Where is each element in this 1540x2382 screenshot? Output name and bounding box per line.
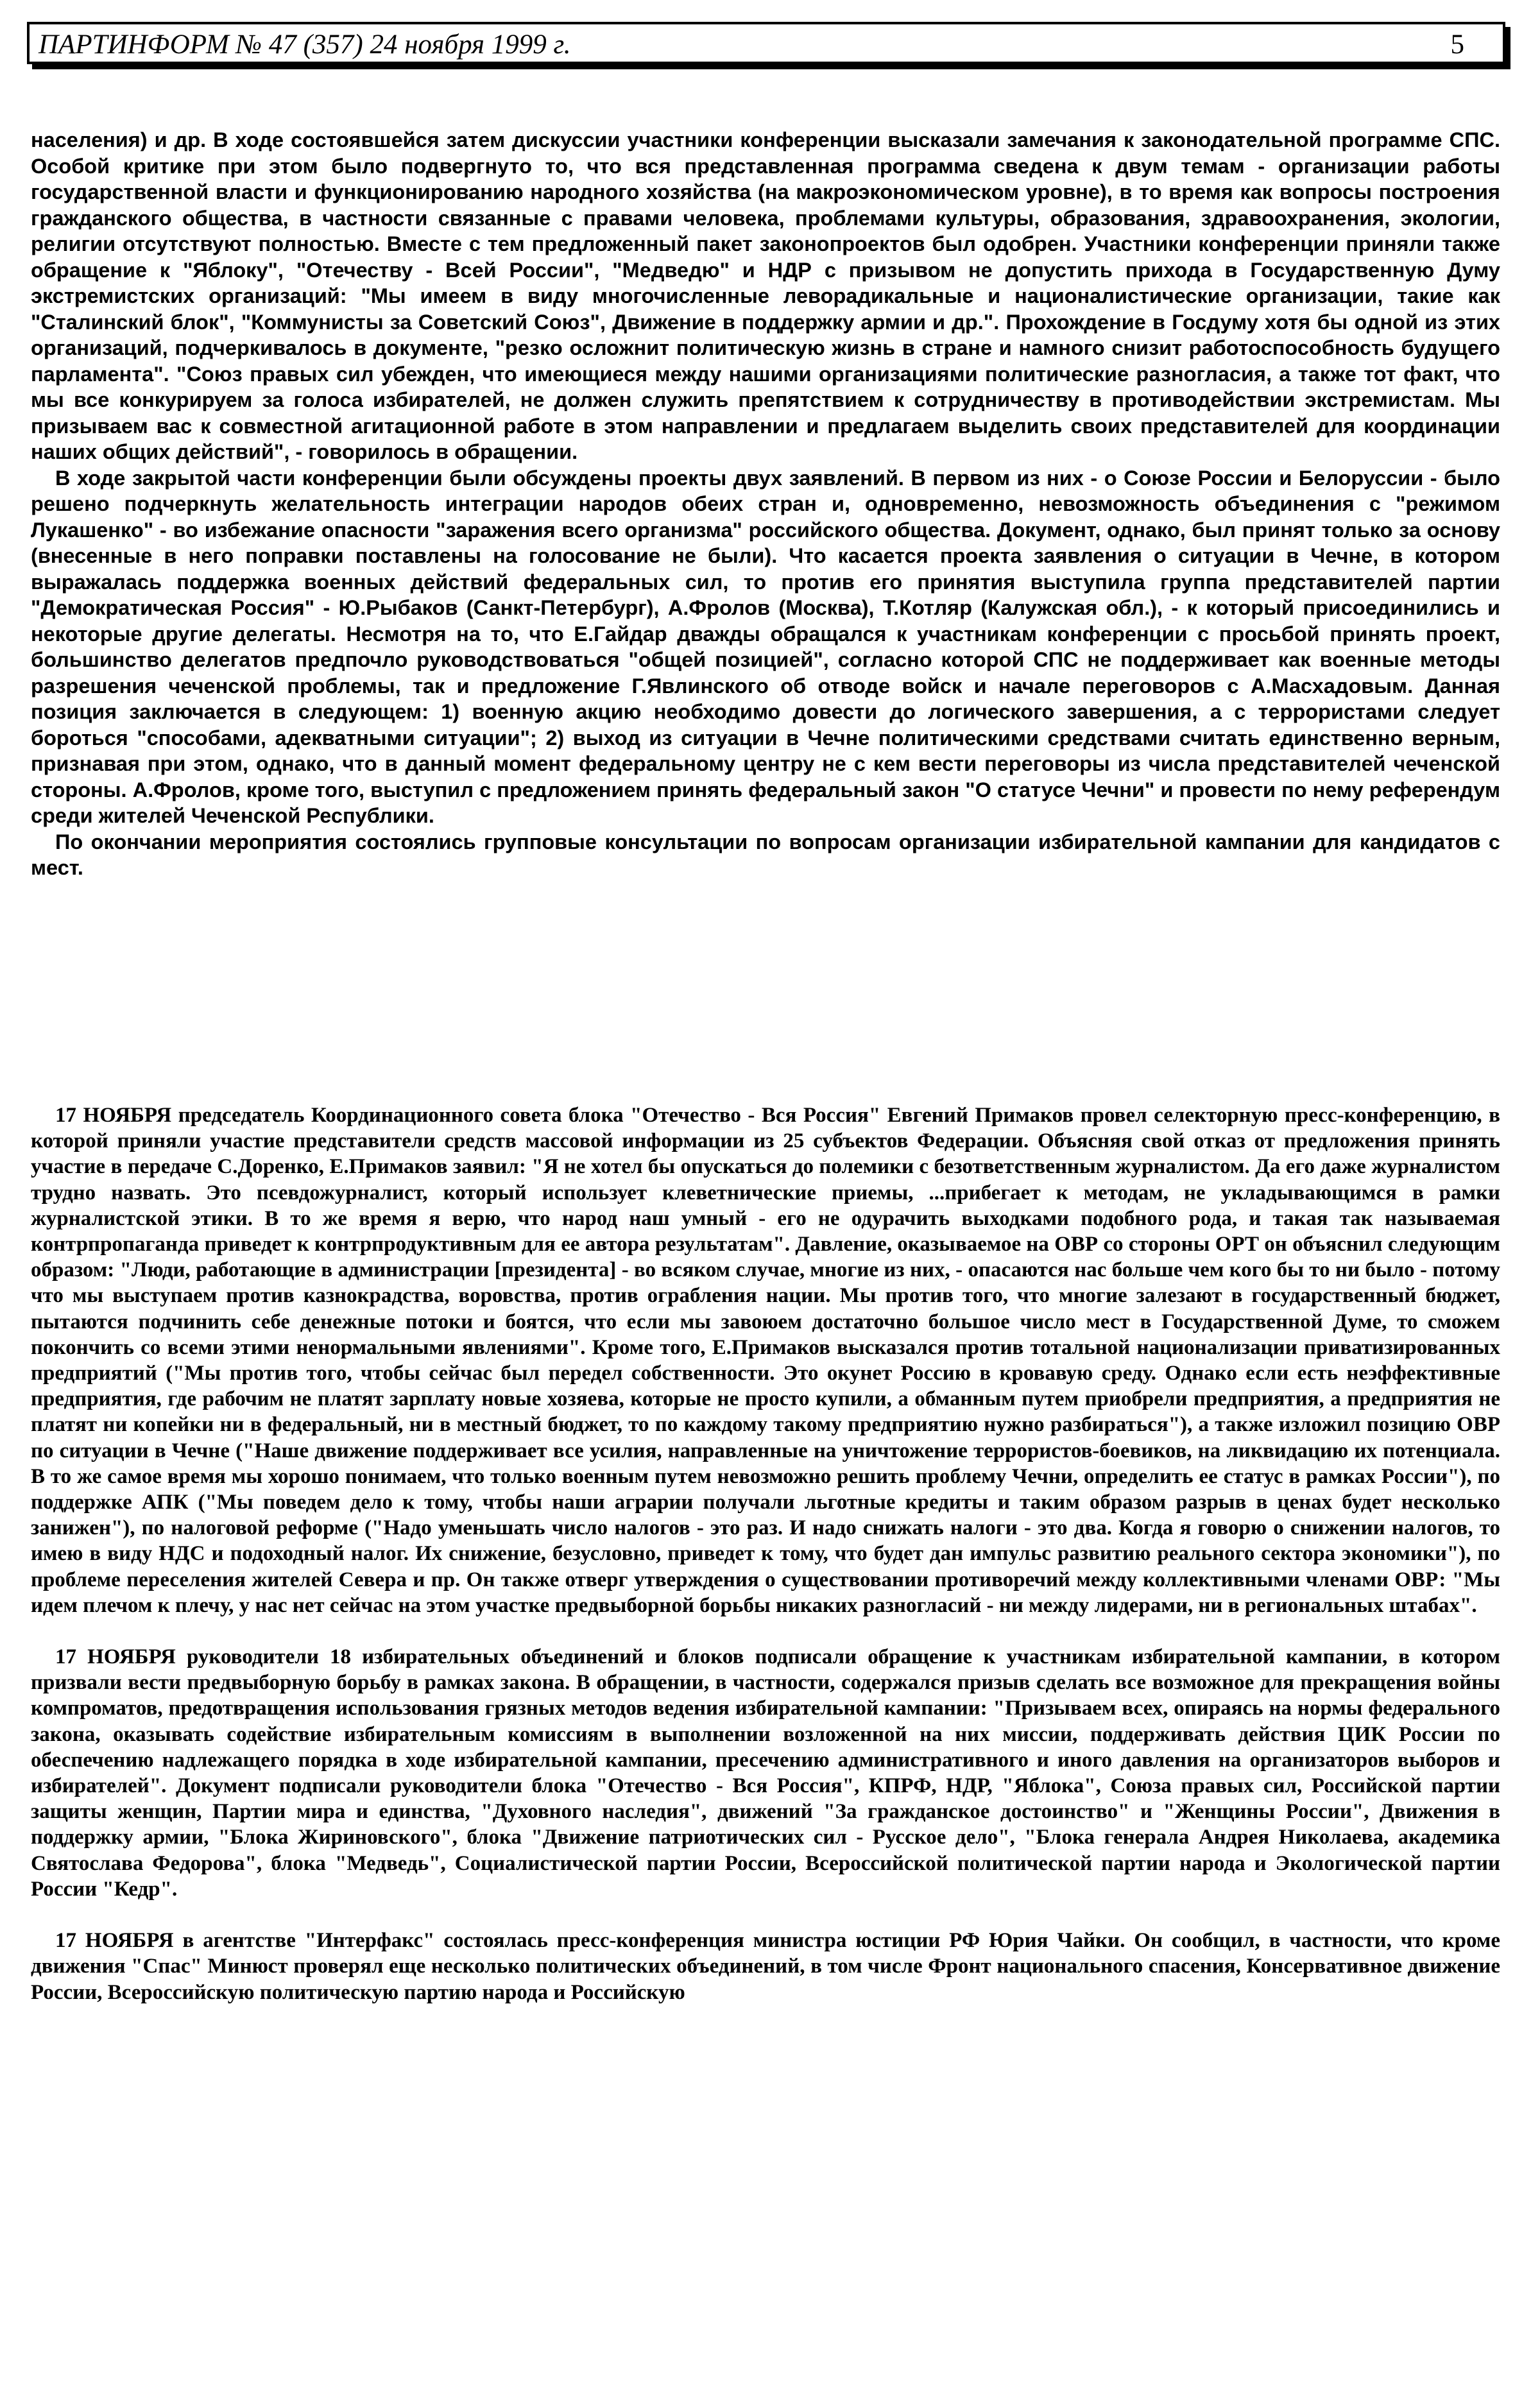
news-chronicle-section xyxy=(31,1102,1500,2005)
paragraph-consultations: По окончании мероприятия состоялись групповые консультации по вопросам организации избирательной кампании для кандидатов с мест. xyxy=(31,830,1500,879)
page-header xyxy=(27,22,1505,64)
paragraph-sps-discussion: населения) и др. В ходе состоявшейся затем дискуссии участники конференции высказали замечания к законодательной программе СПС. Особой критике при этом было подвергнуто то, что вся представленная программа сведена к двум темам - организации работы государственной власти и функционированию народного хозяйства (на макроэкономическом уровне), в то время как вопросы построения гражданского общества, в частности связанные с правами человека, проблемами культуры, образования, здравоохранения, экологии, религии отсутствуют полностью. Вместе с тем предложенный пакет законопроектов был одобрен. Участники конференции приняли также обращение к "Яблоку", "Отечеству - Всей России", "Медведю" и НДР с призывом не допустить прихода в Государственную Думу экстремистских организаций: "Мы имеем в виду многочисленные леворадикальные и националистические организации, такие как "Сталинский блок", "Коммунисты за Советский Союз", Движение в поддержку армии и др.". Прохождение в Госдуму хотя бы одной из этих организаций, подчеркивалось в документе, "резко осложнит политическую жизнь в стране и намного снизит работоспособность будущего парламента". "Союз правых сил убежден, что имеющиеся между нашими организациями политические разногласия, а также тот факт, что мы все конкурируем за голоса избирателей, не должен служить препятствием к сотрудничеству в противодействии экстремистам. Мы призываем вас к совместной агитационной работе в этом направлении и предлагаем выделить своих представителей для координации наших общих действий", - говорилось в обращении. xyxy=(31,128,1500,463)
newsletter-title: ПАРТИНФОРМ № 47 (357) 24 ноября 1999 г. xyxy=(38,30,571,60)
news-item-chaika: 17 НОЯБРЯ в агентстве "Интерфакс" состоялась пресс-конференция министра юстиции РФ Юрия Чайки. Он сообщил, в частности, что кроме движения "Спас" Минюст проверял еще несколько политических объединений, в том числе Фронт национального спасения, Консервативное движение России, Всероссийскую политическую партию народа и Российскую xyxy=(31,1929,1500,2004)
page-number: 5 xyxy=(1450,30,1464,60)
paragraph-closed-session: В ходе закрытой части конференции были обсуждены проекты двух заявлений. В первом из них - о Союзе России и Белоруссии - было решено подчеркнуть желательность интеграции народов обеих стран и, одновременно, невозможность объединения с "режимом Лукашенко" - во избежание опасности "заражения всего организма" российского общества. Документ, однако, был принят только за основу (внесенные в него поправки поставлены на голосование не были). Что касается проекта заявления о ситуации в Чечне, в котором выражалась поддержка военных действий федеральных сил, то против его принятия выступила группа представителей партии "Демократическая Россия" - Ю.Рыбаков (Санкт-Петербург), А.Фролов (Москва), Т.Котляр (Калужская обл.), - к который присоединились и некоторые другие делегаты. Несмотря на то, что Е.Гайдар дважды обращался к участникам конференции с просьбой принять проект, большинство делегатов предпочло руководствоваться "общей позицией", согласно которой СПС не поддерживает как военные методы разрешения чеченской проблемы, так и предложение Г.Явлинского об отводе войск и начале переговоров с А.Масхадовым. Данная позиция заключается в следующем: 1) военную акцию необходимо довести до логического завершения, а с террористами следует бороться "способами, адекватными ситуации"; 2) выход из ситуации в Чечне политическими средствами считать единственно верным, признавая при этом, однако, что в данный момент федеральному центру не с кем вести переговоры из числа представителей чеченской стороны. А.Фролов, кроме того, выступил с предложением принять федеральный закон "О статусе Чечни" и провести по нему референдум среди жителей Чеченской Республики. xyxy=(31,466,1500,827)
conference-report-section xyxy=(31,127,1500,881)
news-item-primakov: 17 НОЯБРЯ председатель Координационного совета блока "Отечество - Вся Россия" Евгений Примаков провел селекторную пресс-конференцию, в которой приняли участие представители средств массовой информации из 25 субъектов Федерации. Объясняя свой отказ от предложения принять участие в передаче С.Доренко, Е.Примаков заявил: "Я не хотел бы опускаться до полемики с безответственным журналистом. Да его даже журналистом трудно назвать. Это псевдожурналист, который использует клеветнические приемы, ...прибегает к методам, не укладывающимся в рамки журналистской этики. В то же время я верю, что народ наш умный - его не одурачить выходками подобного рода, и такая так называемая контрпропаганда приведет к контрпродуктивным для ее автора результатам". Давление, оказываемое на ОВР со стороны ОРТ он объяснил следующим образом: "Люди, работающие в администрации [президента] - во всяком случае, многие из них, - опасаются нас больше чем кого бы то ни было - потому что мы выступаем против казнокрадства, воровства, против ограбления нации. Мы против того, что многие залезают в государственный бюджет, пытаются подчинить себе денежные потоки и боятся, что если мы завоюем достаточно большое число мест в Государственной Думе, то сможем покончить со всеми этими ненормальными явлениями". Кроме того, Е.Примаков высказался против тотальной национализации приватизированных предприятий ("Мы против того, чтобы сейчас был передел собственности. Это окунет Россию в кровавую среду. Однако если есть неэффективные предприятия, где рабочим не платят зарплату новые хозяева, которые не просто купили, а обманным путем приобрели предприятия, а предприятия не платят ни копейки ни в федеральный, ни в местный бюджет, то по каждому такому предприятию нужно разбираться"), а также изложил позицию ОВР по ситуации в Чечне ("Наше движение поддерживает все усилия, направленные на уничтожение террористов-боевиков, на ликвидацию их потенциала. В то же самое время мы хорошо понимаем, что только военным путем невозможно решить проблему Чечни, определить ее статус в рамках России"), по поддержке АПК ("Мы поведем дело к тому, чтобы наши аграрии получали льготные кредиты и таким образом разрыв в ценах будет несколько занижен"), по налоговой реформе ("Надо уменьшать число налогов - это раз. И надо снижать налоги - это два. Когда я говорю о снижении налогов, то имею в виду НДС и подоходный налог. Их снижение, безусловно, приведет к тому, что будет дан импульс развитию реального сектора экономики"), по проблеме переселения жителей Севера и пр. Он также отверг утверждения о существовании противоречий между коллективными членами ОВР: "Мы идем плечом к плечу, у нас нет сейчас на этом участке предвыборной борьбы никаких разногласий - ни между лидерами, ни в региональных штабах". xyxy=(31,1104,1500,1617)
news-item-appeal: 17 НОЯБРЯ руководители 18 избирательных объединений и блоков подписали обращение к участникам избирательной кампании, в котором призвали вести предвыборную борьбу в рамках закона. В обращении, в частности, содержался призыв сделать все возможное для прекращения войны компроматов, предотвращения использования грязных методов ведения избирательной кампании: "Призываем всех, опираясь на нормы федерального закона, оказывать содействие избирательным комиссиям в выполнении возложенной на них миссии, поддерживать действия ЦИК России по обеспечению надлежащего порядка в ходе избирательной кампании, пресечению административного и иного давления на организаторов выборов и избирателей". Документ подписали руководители блока "Отечество - Вся Россия", КПРФ, НДР, "Яблока", Союза правых сил, Российской партии защиты женщин, Партии мира и единства, "Духовного наследия", движений "За гражданское достоинство" и "Женщины России", Движения в поддержку армии, "Блока Жириновского", блока "Движение патриотических сил - Русское дело", "Блока генерала Андрея Николаева, академика Святослава Федорова", блока "Медведь", Социалистической партии России, Всероссийской политической партии народа и Экологической партии России "Кедр". xyxy=(31,1645,1500,1901)
